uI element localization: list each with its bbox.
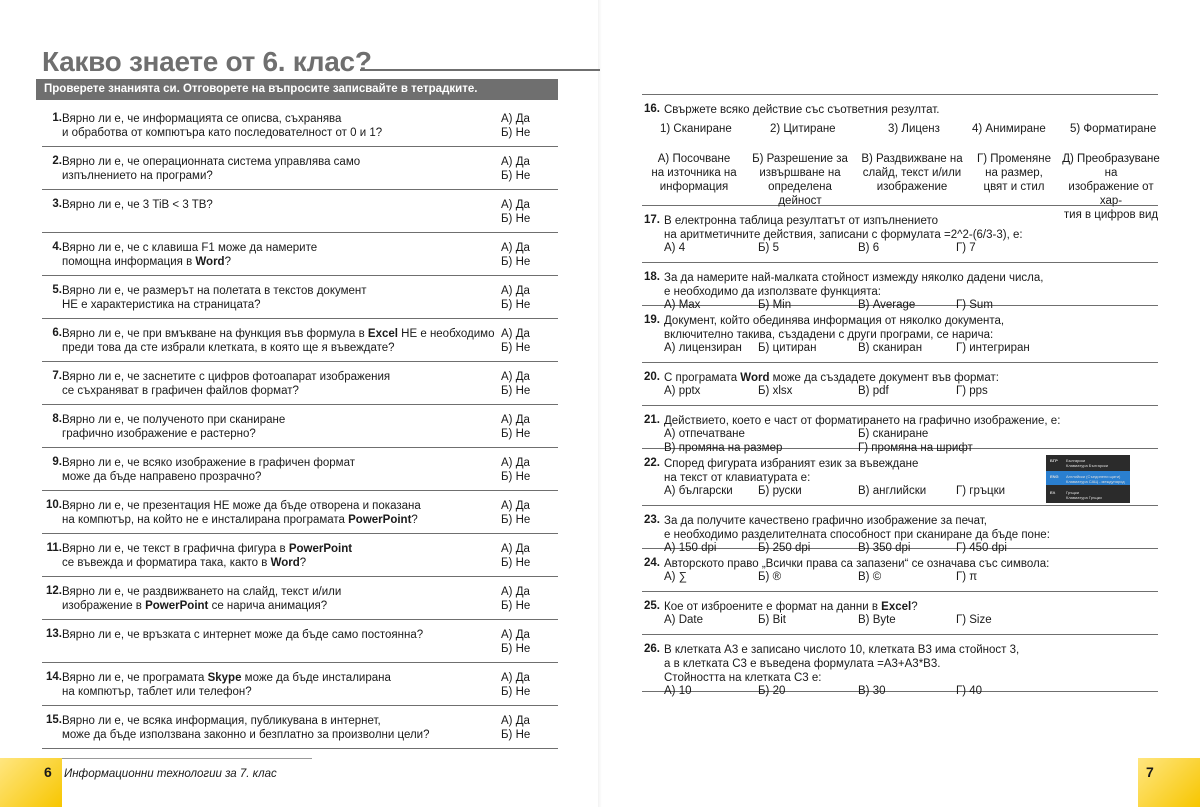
question-1	[42, 104, 558, 147]
answer-no: Б) Не	[501, 471, 531, 483]
question-5	[42, 276, 558, 319]
question-text: Вярно ли е, че програмата Skype може да бъде инсталирана на компютър, таблет или телефон?	[62, 672, 391, 698]
question-text: Вярно ли е, че операционната система управлява само изпълнението на програми?	[62, 156, 361, 182]
answer-option: А) отпечатване	[664, 428, 745, 440]
question-14	[42, 663, 558, 706]
answer-option: Г) Sum	[956, 299, 993, 311]
answer-option: Б) 250 dpi	[758, 542, 811, 554]
question-12	[42, 577, 558, 620]
answer-yes: А) Да	[501, 500, 530, 512]
question-number: 22.	[644, 457, 660, 469]
answer-yes: А) Да	[501, 242, 530, 254]
answer-yes: А) Да	[501, 285, 530, 297]
result-item: В) Раздвижване на слайд, текст и/или изображение	[861, 153, 963, 193]
question-8	[42, 405, 558, 448]
answer-no: Б) Не	[501, 213, 531, 225]
question-number: 1.	[52, 112, 62, 124]
question-text: За да намерите най-малката стойност измежду няколко дадени числа, е необходимо да използвате функцията:	[664, 272, 1044, 298]
question-17	[642, 206, 1158, 263]
answer-yes: А) Да	[501, 457, 530, 469]
question-number: 19.	[644, 314, 660, 326]
action-item: 3) Лиценз	[888, 123, 940, 135]
answer-option: В) 30	[858, 685, 886, 697]
question-text: Вярно ли е, че презентация НЕ може да бъде отворена и показана на компютър, на който не е инсталирана програмата PowerPoint?	[62, 500, 421, 526]
answer-option: В) pdf	[858, 385, 889, 397]
question-6	[42, 319, 558, 362]
answer-yes: А) Да	[501, 715, 530, 727]
question-number: 7.	[52, 370, 62, 382]
answer-no: Б) Не	[501, 600, 531, 612]
question-number: 12.	[46, 585, 62, 597]
answer-option: Б) Min	[758, 299, 792, 311]
answer-options	[501, 628, 530, 656]
answer-option: А) лицензиран	[664, 342, 742, 354]
question-text: Вярно ли е, че всяко изображение в графичен формат може да бъде направено прозрачно?	[62, 457, 355, 483]
answer-option: А) pptx	[664, 385, 701, 397]
language-code: ENG	[1050, 474, 1059, 479]
question-text: Вярно ли е, че размерът на полетата в текстов документ НЕ е характеристика на страницата?	[62, 285, 367, 311]
answer-yes: А) Да	[501, 414, 530, 426]
language-option	[1046, 487, 1130, 501]
answer-options	[501, 671, 530, 699]
question-22	[642, 449, 1158, 506]
answer-option: В) 350 dpi	[858, 542, 911, 554]
answer-no: Б) Не	[501, 127, 531, 139]
action-item: 5) Форматиране	[1070, 123, 1157, 135]
answer-option: Г) pps	[956, 385, 988, 397]
answer-yes: А) Да	[501, 156, 530, 168]
answer-options	[501, 413, 530, 441]
question-21	[642, 406, 1158, 454]
question-text: С програмата Word може да създадете документ във формат:	[664, 372, 999, 384]
answer-options	[501, 155, 530, 183]
question-number: 11.	[46, 542, 62, 554]
question-number: 17.	[644, 214, 660, 226]
question-number: 21.	[644, 414, 660, 426]
instructions-banner: Проверете знанията си. Отговорете на въпросите записвайте в тетрадките.	[36, 79, 558, 100]
answer-options	[501, 241, 530, 269]
answer-option: В) промяна на размер	[664, 442, 783, 454]
answer-option: В) Average	[858, 299, 916, 311]
question-number: 15.	[46, 714, 62, 726]
answer-yes: А) Да	[501, 371, 530, 383]
answer-no: Б) Не	[501, 299, 531, 311]
question-number: 10.	[46, 499, 62, 511]
answer-no: Б) Не	[501, 729, 531, 741]
answer-no: Б) Не	[501, 170, 531, 182]
answer-option: Г) интегриран	[956, 342, 1030, 354]
question-number: 4.	[52, 241, 62, 253]
question-text: Вярно ли е, че връзката с интернет може да бъде само постоянна?	[62, 629, 424, 641]
language-code: ΕΛ	[1050, 490, 1056, 495]
question-24	[642, 549, 1158, 592]
left-page-tab	[0, 758, 62, 807]
answer-options	[501, 714, 530, 742]
answer-option: А) български	[664, 485, 733, 497]
language-code: БГР	[1050, 458, 1058, 463]
question-text: В електронна таблица резултатът от изпълнението на аритметичните действия, записани с формулата =2^2-(6/3-3), е:	[664, 215, 1023, 241]
answer-yes: А) Да	[501, 629, 530, 641]
action-item: 2) Цитиране	[770, 123, 836, 135]
answer-options	[501, 284, 530, 312]
question-text: Кое от изброените е формат на данни в Excel?	[664, 601, 918, 613]
answer-option: В) Byte	[858, 614, 896, 626]
answer-no: Б) Не	[501, 342, 531, 354]
page-number-right: 7	[1146, 764, 1154, 780]
footer-book-title: Информационни технологии за 7. клас	[64, 768, 277, 780]
question-11	[42, 534, 558, 577]
language-bar-figure	[1046, 455, 1130, 503]
answer-options	[501, 327, 530, 355]
question-19	[642, 306, 1158, 363]
language-option	[1046, 455, 1130, 469]
answer-option: Г) гръцки	[956, 485, 1006, 497]
question-number: 16.	[644, 103, 660, 115]
answer-no: Б) Не	[501, 514, 531, 526]
question-number: 8.	[52, 413, 62, 425]
answer-option: Б) 20	[758, 685, 786, 697]
question-text: Вярно ли е, че заснетите с цифров фотоапарат изображения се съхраняват в графичен файлов формат?	[62, 371, 391, 397]
question-text: Вярно ли е, че текст в графична фигура в PowerPoint се въвежда и форматира така, както в Word?	[62, 543, 353, 569]
answer-option: Г) π	[956, 571, 978, 583]
page-spine	[598, 0, 602, 807]
answer-yes: А) Да	[501, 672, 530, 684]
question-23	[642, 506, 1158, 554]
answer-no: Б) Не	[501, 686, 531, 698]
answer-options	[501, 499, 530, 527]
answer-option: В) ©	[858, 571, 882, 583]
answer-option: Г) Size	[956, 614, 992, 626]
question-text: Действието, което е част от форматирането на графично изображение, е:	[664, 415, 1061, 427]
answer-option: Г) 7	[956, 242, 976, 254]
question-text: Според фигурата избраният език за въвеждане на текст от клавиатурата е:	[664, 458, 919, 484]
question-number: 14.	[46, 671, 62, 683]
left-question-list	[42, 104, 558, 749]
title-underline	[360, 69, 600, 71]
question-text: Свържете всяко действие със съответния резултат.	[664, 104, 940, 116]
language-label: Гръцки Клавиатура Гръцки	[1066, 490, 1102, 500]
question-text: Вярно ли е, че всяка информация, публикувана в интернет, може да бъде използвана законно и безплатно за произволни цели?	[62, 715, 430, 741]
answer-option: А) 10	[664, 685, 692, 697]
answer-options	[501, 542, 530, 570]
answer-option: Б) 5	[758, 242, 779, 254]
question-15	[42, 706, 558, 749]
question-number: 5.	[52, 284, 62, 296]
answer-option: Б) цитиран	[758, 342, 817, 354]
answer-option: Б) руски	[758, 485, 802, 497]
answer-options	[501, 112, 530, 140]
question-number: 18.	[644, 271, 660, 283]
question-text: Авторското право „Всички права са запазени“ се означава със символа:	[664, 558, 1050, 570]
question-number: 3.	[52, 198, 62, 210]
right-page-tab	[1138, 758, 1200, 807]
answer-options	[501, 585, 530, 613]
answer-no: Б) Не	[501, 557, 531, 569]
question-number: 6.	[52, 327, 62, 339]
answer-yes: А) Да	[501, 586, 530, 598]
result-item: Г) Променяне на размер, цвят и стил	[977, 153, 1051, 193]
question-number: 25.	[644, 600, 660, 612]
answer-no: Б) Не	[501, 385, 531, 397]
question-number: 24.	[644, 557, 660, 569]
action-item: 1) Сканиране	[660, 123, 732, 135]
answer-option: А) Date	[664, 614, 703, 626]
question-text: В клетката A3 е записано числото 10, клетката B3 има стойност 3, а в клетката C3 е въведена формулата =A3+A3*B3. Стойността на клетката C3 е:	[664, 644, 1020, 684]
answer-option: А) ∑	[664, 571, 687, 583]
question-text: Вярно ли е, че раздвижването на слайд, текст и/или изображение в PowerPoint се нарича анимация?	[62, 586, 342, 612]
question-text: Вярно ли е, че при вмъкване на функция във формула в Excel НЕ е необходимо преди това да сте избрали клетката, в която ще я въвеждате?	[62, 328, 495, 354]
action-item: 4) Анимиране	[972, 123, 1046, 135]
answer-no: Б) Не	[501, 428, 531, 440]
question-text: Вярно ли е, че полученото при сканиране графично изображение е растерно?	[62, 414, 286, 440]
answer-option: Г) 40	[956, 685, 983, 697]
answer-option: А) 150 dpi	[664, 542, 717, 554]
answer-yes: А) Да	[501, 113, 530, 125]
page-title: Какво знаете от 6. клас?	[42, 46, 372, 77]
question-13	[42, 620, 558, 663]
question-4	[42, 233, 558, 276]
right-question-list	[642, 94, 1160, 697]
question-18	[642, 263, 1158, 311]
question-text: За да получите качествено графично изображение за печат, е необходимо разделителната способност при сканиране да бъде поне:	[664, 515, 1050, 541]
result-item: А) Посочване на източника на информация	[651, 153, 737, 193]
answer-option: А) Max	[664, 299, 701, 311]
answer-option: Г) промяна на шрифт	[858, 442, 973, 454]
result-item: Д) Преобразуване на изображение от хар- тия в цифров вид	[1062, 153, 1160, 221]
question-26	[642, 635, 1158, 697]
answer-no: Б) Не	[501, 256, 531, 268]
answer-yes: А) Да	[501, 199, 530, 211]
answer-yes: А) Да	[501, 543, 530, 555]
answer-option: В) сканиран	[858, 342, 923, 354]
answer-yes: А) Да	[501, 328, 530, 340]
answer-option: Б) Bit	[758, 614, 786, 626]
question-20	[642, 363, 1158, 406]
answer-option: В) 6	[858, 242, 880, 254]
page-number-left: 6	[44, 764, 52, 780]
question-text: Вярно ли е, че информацията се описва, съхранява и обработва от компютъра като последователност от 0 и 1?	[62, 113, 383, 139]
question-25	[642, 592, 1158, 635]
result-item: Б) Разрешение за извършване на определена дейност	[752, 153, 848, 207]
language-label: Английски (Съединени щати) Клавиатура САЩ - международ	[1066, 474, 1125, 484]
question-number: 23.	[644, 514, 660, 526]
question-3	[42, 190, 558, 233]
answer-option: Б) ®	[758, 571, 782, 583]
language-option	[1046, 471, 1130, 485]
answer-options	[501, 198, 530, 226]
question-9	[42, 448, 558, 491]
question-number: 9.	[52, 456, 62, 468]
answer-option: Б) сканиране	[858, 428, 929, 440]
answer-options	[501, 370, 530, 398]
question-10	[42, 491, 558, 534]
footer-divider	[62, 758, 312, 759]
answer-no: Б) Не	[501, 643, 531, 655]
question-number: 13.	[46, 628, 62, 640]
answer-options	[501, 456, 530, 484]
question-number: 20.	[644, 371, 660, 383]
question-text: Вярно ли е, че 3 TiB < 3 TB?	[62, 199, 213, 211]
question-text: Вярно ли е, че с клавиша F1 може да намерите помощна информация в Word?	[62, 242, 318, 268]
answer-option: В) английски	[858, 485, 927, 497]
question-number: 2.	[52, 155, 62, 167]
answer-option: Г) 450 dpi	[956, 542, 1007, 554]
language-label: Български Клавиатура Български	[1066, 458, 1109, 468]
question-number: 26.	[644, 643, 660, 655]
question-7	[42, 362, 558, 405]
question-2	[42, 147, 558, 190]
question-text: Документ, който обединява информация от няколко документа, включително такива, създадени с други програми, се нарича:	[664, 315, 1005, 341]
answer-option: Б) xlsx	[758, 385, 793, 397]
answer-option: А) 4	[664, 242, 686, 254]
